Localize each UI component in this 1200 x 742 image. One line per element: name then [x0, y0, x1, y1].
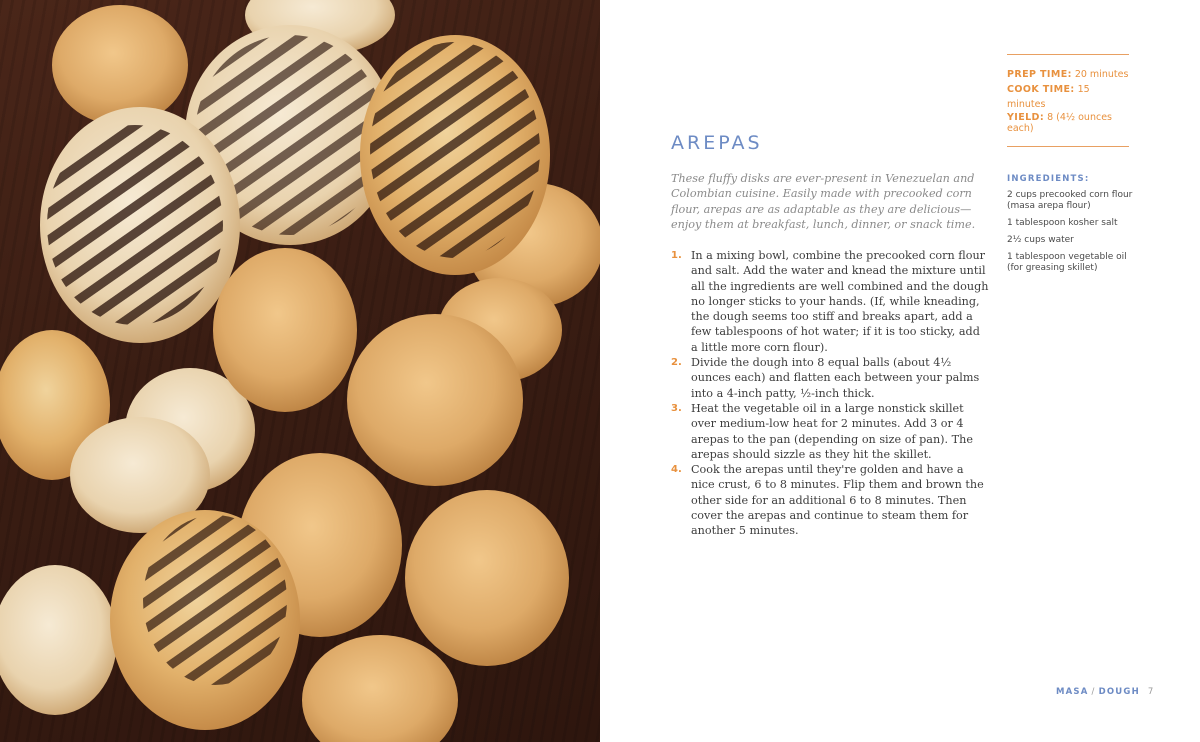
cook-time [1007, 82, 1129, 112]
step-text: Heat the vegetable oil in a large nonstick skillet over medium-low heat for 2 minutes. Add 3 or 4 arepas to the pan (depending on size of pan). The arepas should sizzle as they hit the skillet. [691, 401, 973, 461]
footer-chapter: DOUGH [1098, 687, 1140, 697]
ingredient-item: 1 tablespoon kosher salt [1007, 218, 1118, 228]
recipe-step [671, 462, 989, 538]
step-text: Divide the dough into 8 equal balls (about 4½ ounces each) and flatten each between your palms into a 4-inch patty, ½-inch thick. [691, 356, 980, 400]
yield-value: 8 (4½ ounces each) [1007, 112, 1112, 134]
step-number: 4. [671, 464, 682, 476]
yield [1007, 112, 1129, 134]
prep-time-value: 20 minutes [1074, 69, 1129, 80]
step-text: In a mixing bowl, combine the precooked corn flour and salt. Add the water and knead the mixture until all the ingredients are well combined and the dough no longer sticks to your hands. (If, while kneading, the dough seems too stiff and breaks apart, add a few tablespoons of hot water; if it is too sticky, add a little more corn flour). [691, 249, 989, 354]
step-number: 1. [671, 250, 682, 261]
step-text: Cook the arepas until they're golden and have a nice crust, 6 to 8 minutes. Flip them and brown the other side for an additional 6 to 8 minutes. Then cover the arepas and continue to steam them for another 5 minutes. [691, 463, 984, 538]
prep-time-label: PREP TIME: [1007, 69, 1072, 80]
recipe-intro: These fluffy disks are ever-present in Venezuelan and Colombian cuisine. Easily made with precooked corn flour, arepas are as adaptable as they are delicious—enjoy them at breakfast, lunch, dinner, or snack time. [671, 172, 976, 232]
ingredients-heading: INGREDIENTS: [1007, 174, 1090, 184]
yield-label: YIELD: [1007, 112, 1045, 123]
ingredients-list [1007, 190, 1135, 280]
ingredient-item: 2½ cups water [1007, 235, 1074, 245]
step-number: 3. [671, 402, 682, 414]
ingredient-item: 1 tablespoon vegetable oil (for greasing skillet) [1007, 252, 1127, 273]
prep-time [1007, 67, 1129, 82]
recipe-steps [671, 248, 989, 539]
recipe-meta-box [1007, 54, 1129, 147]
step-number: 2. [671, 357, 682, 369]
ingredient-item: 2 cups precooked corn flour (masa arepa flour) [1007, 190, 1133, 211]
recipe-page [600, 0, 1200, 742]
page-footer [1056, 687, 1153, 697]
cook-time-label: COOK TIME: [1007, 84, 1075, 95]
footer-separator: / [1091, 687, 1096, 697]
recipe-step [671, 401, 989, 462]
recipe-step [671, 355, 989, 401]
page-number: 7 [1147, 687, 1154, 697]
footer-section: MASA [1056, 687, 1089, 697]
recipe-title: AREPAS [671, 132, 763, 154]
recipe-step [671, 248, 989, 355]
cook-time-value: 15 minutes [1007, 84, 1090, 110]
